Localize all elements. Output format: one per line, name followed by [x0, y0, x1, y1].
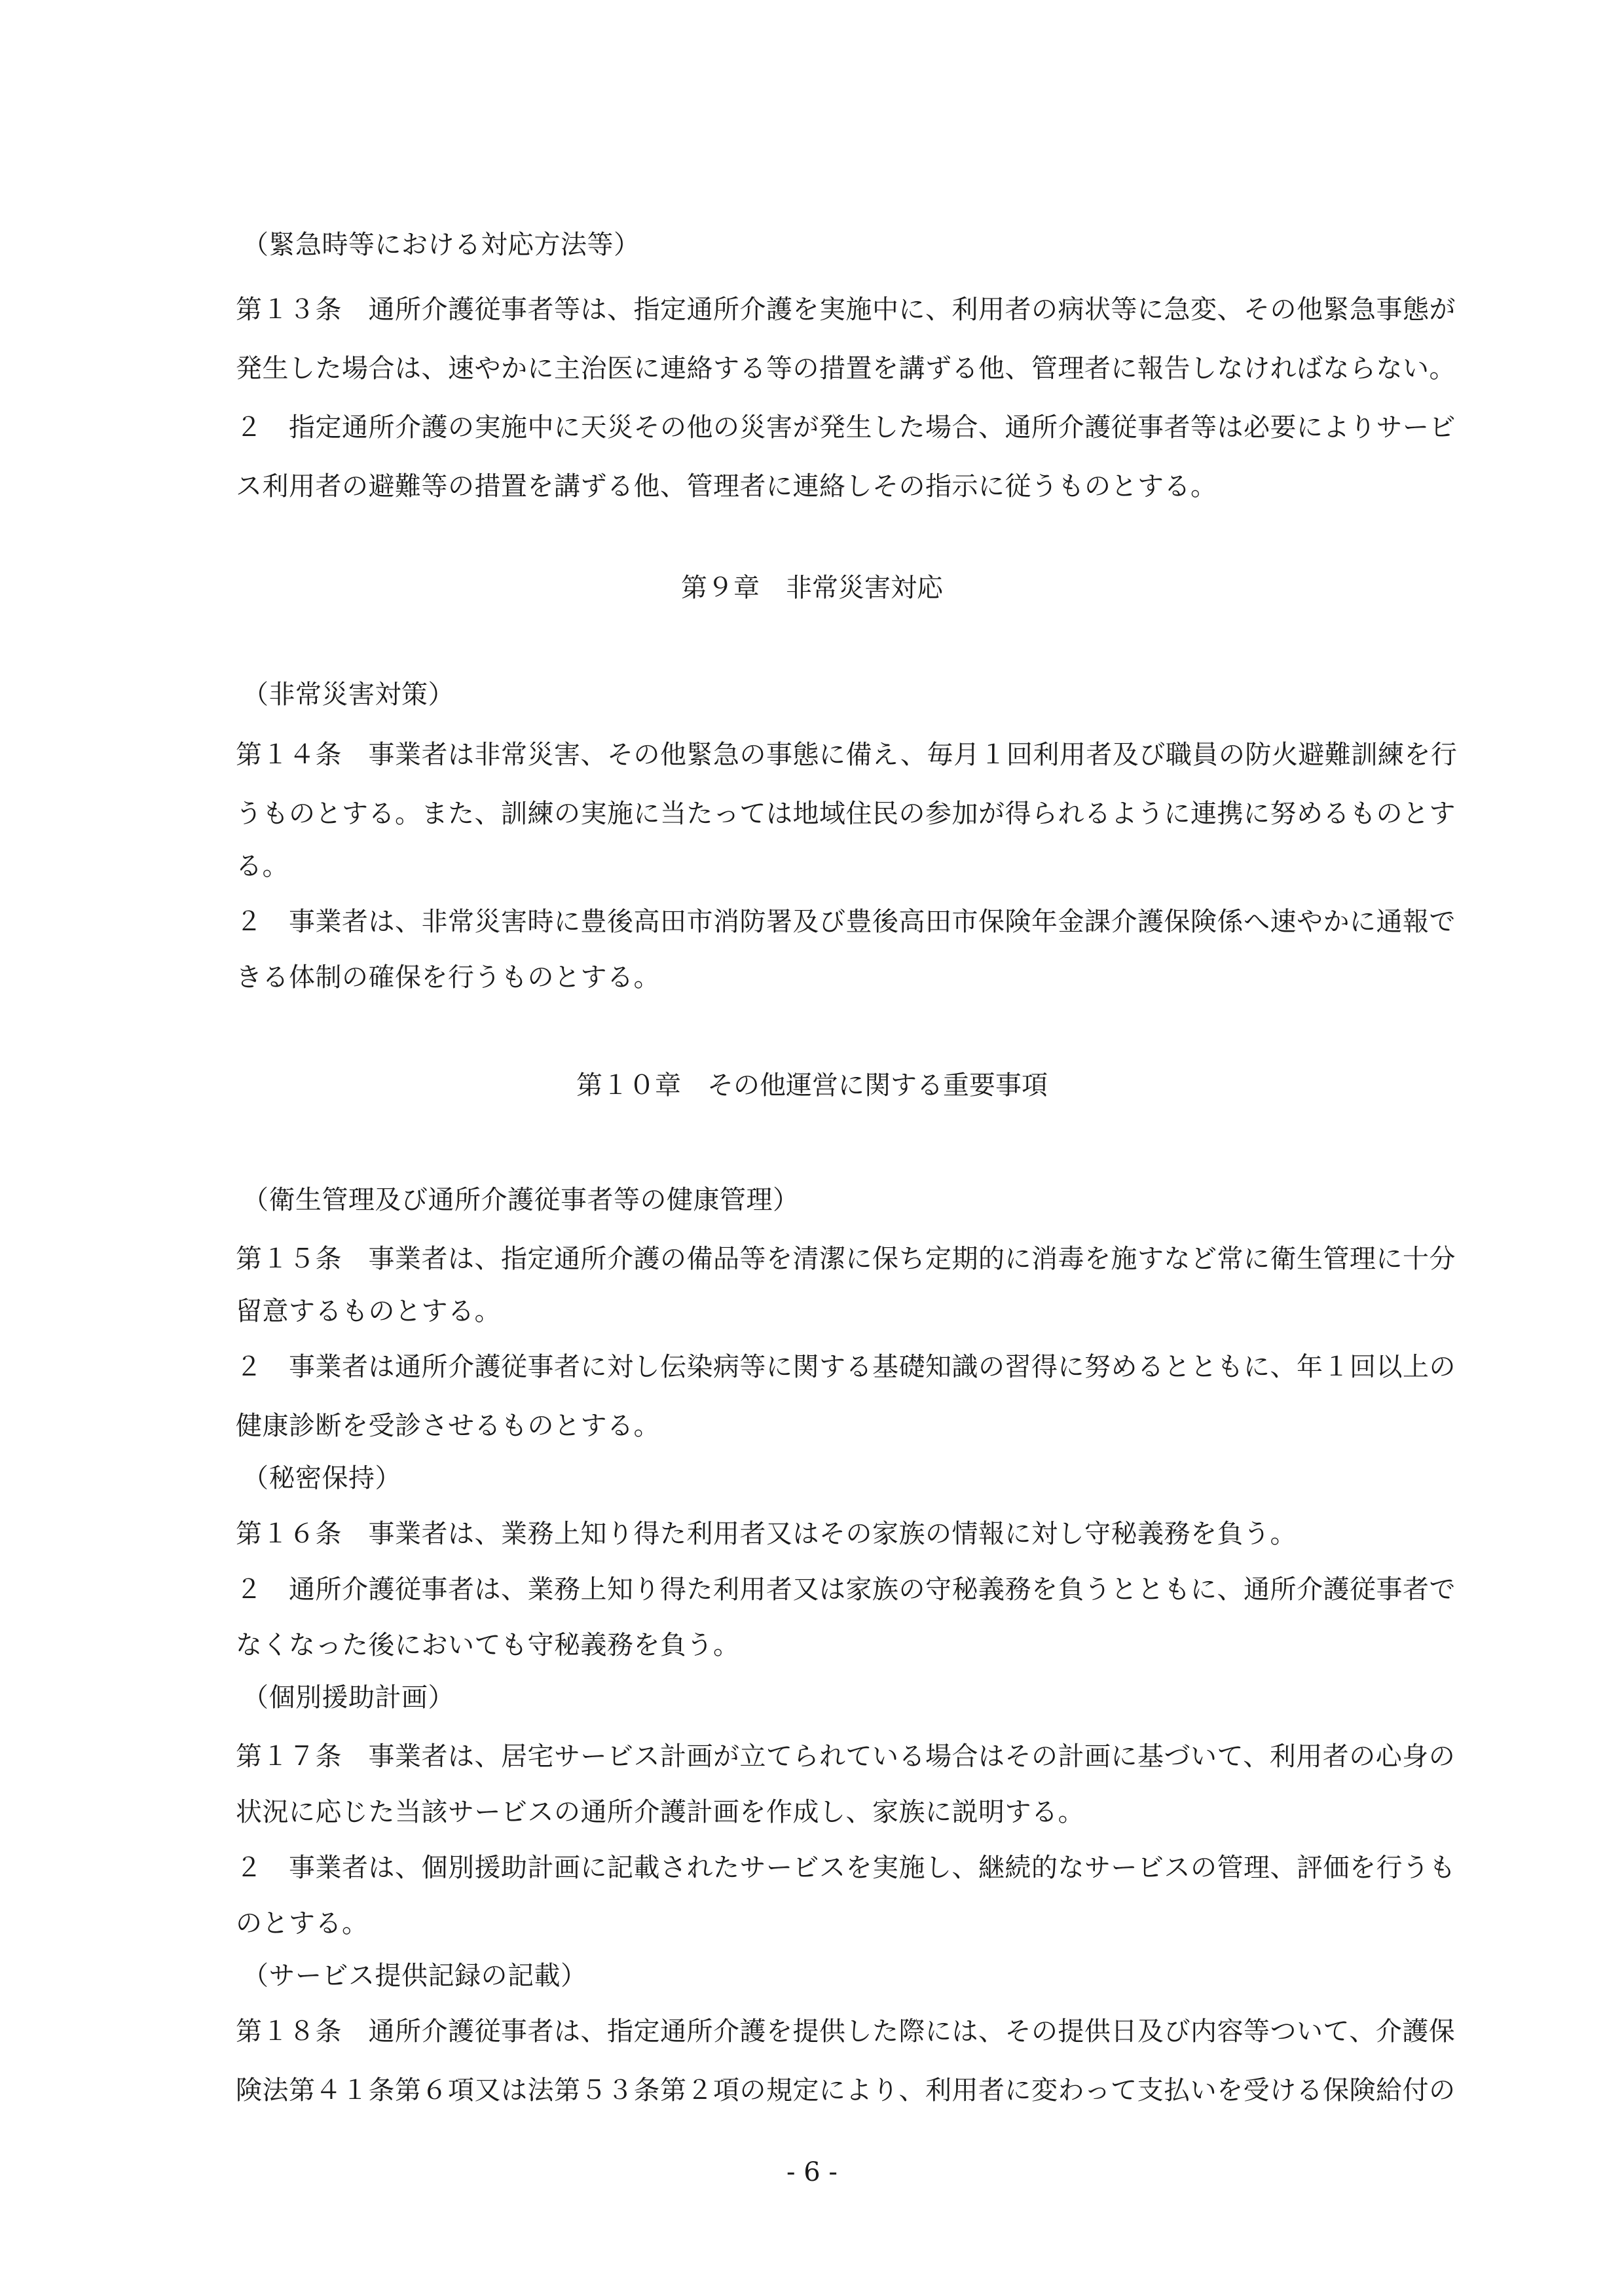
page-number: - 6 -: [786, 2157, 838, 2187]
article-17-line-4: のとする。: [236, 1908, 369, 1939]
article-17-line-2: 状況に応じた当該サービスの通所介護計画を作成し、家族に説明する。: [236, 1797, 1084, 1827]
article-16-line-2: ２ 通所介護従事者は、業務上知り得た利用者又は家族の守秘義務を負うとともに、通所介護従事者で: [236, 1575, 1456, 1605]
chapter-10-heading: 第１０章 その他運営に関する重要事項: [576, 1070, 1048, 1101]
article-15-line-4: 健康診断を受診させるものとする。: [236, 1411, 660, 1441]
article-18-line-2: 険法第４１条第６項又は法第５３条第２項の規定により、利用者に変わって支払いを受ける保険給付の: [236, 2075, 1456, 2105]
article-13-line-1: 第１３条 通所介護従事者等は、指定通所介護を実施中に、利用者の病状等に急変、その他緊急事態が: [236, 295, 1456, 325]
article-15-line-3: ２ 事業者は通所介護従事者に対し伝染病等に関する基礎知識の習得に努めるとともに、年１回以上の: [236, 1352, 1456, 1382]
section-caption-disaster: （非常災害対策）: [242, 680, 454, 710]
article-15-line-1: 第１５条 事業者は、指定通所介護の備品等を清潔に保ち定期的に消毒を施すなど常に衛生管理に十分: [236, 1244, 1456, 1274]
section-caption-hygiene: （衛生管理及び通所介護従事者等の健康管理）: [242, 1185, 800, 1215]
article-16-line-3: なくなった後においても守秘義務を負う。: [236, 1630, 740, 1660]
chapter-9-heading: 第９章 非常災害対応: [681, 573, 943, 603]
article-13-line-3: ２ 指定通所介護の実施中に天災その他の災害が発生した場合、通所介護従事者等は必要によりサービ: [236, 412, 1456, 443]
article-14-line-2: うものとする。また、訓練の実施に当たっては地域住民の参加が得られるように連携に努めるものとす: [236, 799, 1456, 829]
article-13-line-4: ス利用者の避難等の措置を講ずる他、管理者に連絡しその指示に従うものとする。: [236, 471, 1217, 501]
article-14-line-3: る。: [236, 851, 289, 881]
article-14-line-1: 第１４条 事業者は非常災害、その他緊急の事態に備え、毎月１回利用者及び職員の防火避難訓練を行: [236, 740, 1458, 770]
section-caption-emergency: （緊急時等における対応方法等）: [242, 230, 640, 260]
article-17-line-1: 第１７条 事業者は、居宅サービス計画が立てられている場合はその計画に基づいて、利用者の心身の: [236, 1741, 1456, 1772]
article-14-line-5: きる体制の確保を行うものとする。: [236, 962, 660, 993]
article-14-line-4: ２ 事業者は、非常災害時に豊後高田市消防署及び豊後高田市保険年金課介護保険係へ速やかに通報で: [236, 907, 1456, 937]
article-15-line-2: 留意するものとする。: [236, 1296, 501, 1326]
section-caption-service-record: （サービス提供記録の記載）: [242, 1961, 587, 1991]
section-caption-confidentiality: （秘密保持）: [242, 1463, 401, 1493]
article-16-line-1: 第１６条 事業者は、業務上知り得た利用者又はその家族の情報に対し守秘義務を負う。: [236, 1519, 1297, 1549]
article-13-line-2: 発生した場合は、速やかに主治医に連絡する等の措置を講ずる他、管理者に報告しなければならない。: [236, 354, 1456, 384]
article-17-line-3: ２ 事業者は、個別援助計画に記載されたサービスを実施し、継続的なサービスの管理、評価を行うも: [236, 1853, 1456, 1883]
section-caption-care-plan: （個別援助計画）: [242, 1683, 454, 1713]
article-18-line-1: 第１８条 通所介護従事者は、指定通所介護を提供した際には、その提供日及び内容等ついて、介護保: [236, 2016, 1456, 2047]
